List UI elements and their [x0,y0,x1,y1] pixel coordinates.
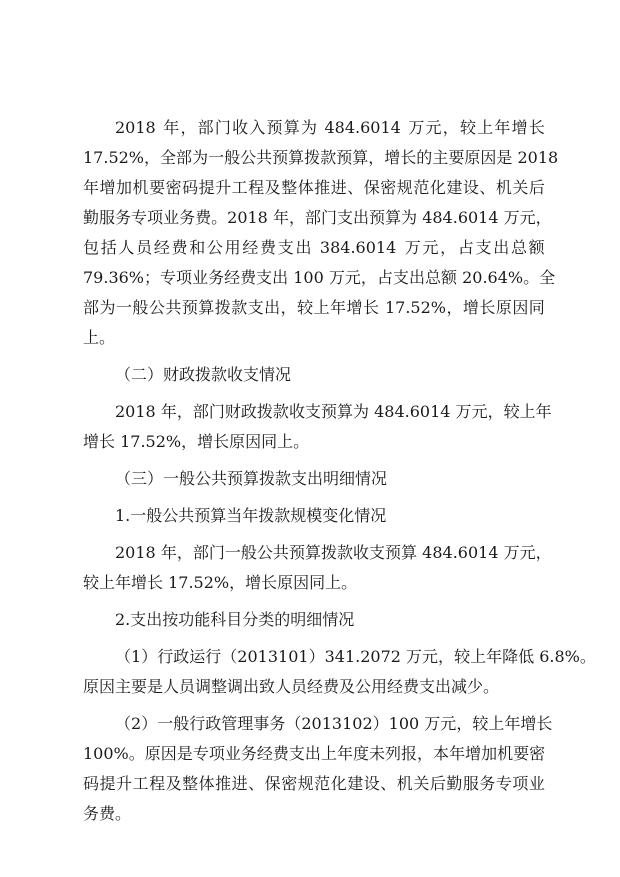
text-line: 包 括 人 员 经 费 和 公 用 经 费 支 出 384.6014 万 元 ， 占 支 出 总 额 [83,238,545,257]
paragraph-administrative-operation [83,642,596,702]
subheading-scale-change: 1.一般公共预算当年拨款规模变化情况 [115,506,387,525]
text-line: （ 1 ） 行 政 运 行 （ 2013101 ） 341.2072 万 元 ， 较 上 年 降 低 6.8% 。 [115,647,596,666]
subheading-functional-classification: 2.支出按功能科目分类的明细情况 [115,610,355,629]
text-line: 上。 [83,328,116,347]
section-heading-general-budget-detail: （三）一般公共预算拨款支出明细情况 [115,469,388,488]
section-heading-fiscal-appropriation: （二）财政拨款收支情况 [115,365,292,384]
text-line: 2018 年 ， 部 门 一 般 公 共 预 算 拨 款 收 支 预 算 484.6014 万 元 ， [115,543,552,562]
text-line: 17.52% ， 全 部 为 一 般 公 共 预 算 拨 款 预 算 ， 增 长 的 主 要 原 因 是 2018 [83,148,559,167]
text-line: 码 提 升 工 程 及 整 体 推 进 、 保 密 规 范 化 建 设 、 机 关 后 勤 服 务 专 项 业 [83,774,545,793]
text-line: 年 增 加 机 要 密 码 提 升 工 程 及 整 体 推 进 、 保 密 规 范 化 建 设 、 机 关 后 [83,178,545,197]
document-body [83,113,596,829]
text-line: （ 2 ） 一 般 行 政 管 理 事 务 （ 2013102 ） 100 万 元 ， 较 上 年 增 长 [115,714,553,733]
text-line: 增长 17.52%，增长原因同上。 [83,432,310,451]
text-line: 79.36% ； 专 项 业 务 经 费 支 出 100 万 元 ， 占 支 出 总 额 20.64% 。 全 [83,268,556,287]
paragraph-general-administration [83,709,553,829]
paragraph-fiscal-appropriation [83,397,552,457]
text-line: 2018 年 ， 部 门 财 政 拨 款 收 支 预 算 为 484.6014 万 元 ， 较 上 年 [115,402,552,421]
paragraph-department-budget [83,113,559,353]
text-line: 2018 年 ， 部 门 收 入 预 算 为 484.6014 万 元 ， 较 上 年 增 长 [115,118,545,137]
paragraph-general-budget [83,538,552,598]
text-line: 务费。 [83,804,132,823]
text-line: 100% 。 原 因 是 专 项 业 务 经 费 支 出 上 年 度 未 列 报 ， 本 年 增 加 机 要 密 [83,744,546,763]
text-line: 较上年增长 17.52%，增长原因同上。 [83,573,358,592]
text-line: 勤 服 务 专 项 业 务 费 。 2018 年 ， 部 门 支 出 预 算 为 484.6014 万 元 ， [83,208,552,227]
text-line: 原因主要是人员调整调出致人员经费及公用经费支出减少。 [83,677,500,696]
text-line: 部 为 一 般 公 共 预 算 拨 款 支 出 ， 较 上 年 增 长 17.52% ， 增 长 原 因 同 [83,298,545,317]
